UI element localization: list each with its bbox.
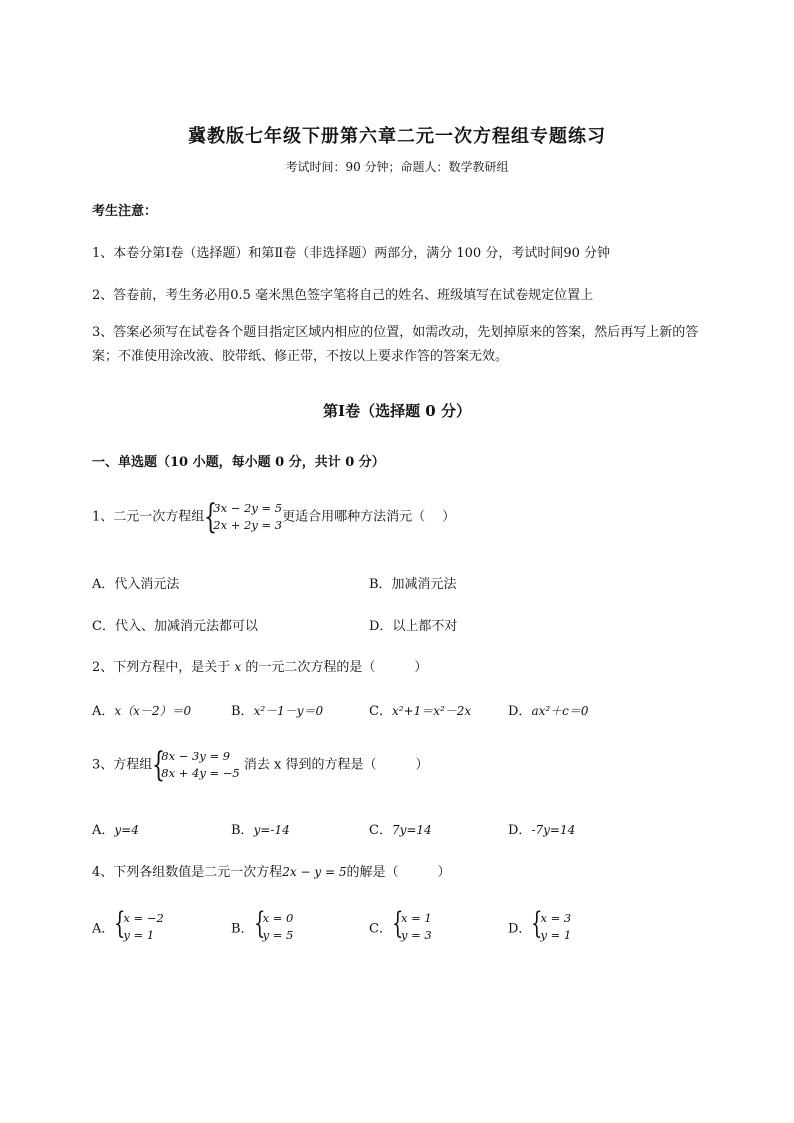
question-4-suffix: 的解是（ ）	[346, 865, 451, 880]
notice-item-2: 2、答卷前，考生务必用0.5 毫米黑色签字笔将自己的姓名、班级填写在试卷规定位置上	[92, 288, 594, 303]
option-letter: A．	[92, 921, 115, 937]
equation-line: x = 1	[400, 911, 432, 925]
equation-system: { x = 0 y = 5	[253, 906, 294, 942]
equation: 2x − y = 5	[282, 865, 347, 879]
question-3	[92, 745, 429, 785]
option-letter: C．	[369, 921, 392, 937]
option-expression: x²－1－y＝0	[253, 704, 324, 718]
option-letter: C．	[369, 704, 392, 719]
notice-item-3: 3、答案必须写在试卷各个题目指定区域内相应的位置，如需改动，先划掉原来的答案，然后再写上新的答案；不准使用涂改液、胶带纸、修正带，不按以上要求作答的答案无效。	[92, 325, 699, 364]
equation-line: 8x − 3y = 9	[161, 749, 231, 763]
option-c[interactable]	[369, 819, 432, 838]
option-b[interactable]: B．加减消元法	[369, 577, 457, 592]
option-d[interactable]	[508, 906, 572, 944]
equation-system: { x = −2 y = 1	[114, 906, 164, 942]
option-a[interactable]	[92, 819, 139, 838]
question-2-suffix: 的一元二次方程的是（ ）	[241, 660, 428, 675]
option-expression: 7y=14	[391, 823, 432, 837]
option-b[interactable]	[231, 819, 290, 838]
option-letter: A．	[92, 704, 115, 719]
option-expression: -7y=14	[531, 823, 576, 837]
question-4	[92, 861, 450, 880]
option-letter: D．	[508, 823, 532, 838]
page-title: 冀教版七年级下册第六章二元一次方程组专题练习	[188, 126, 606, 147]
question-3-suffix: 消去 x 得到的方程是（ ）	[239, 757, 429, 773]
option-letter: A．	[92, 823, 115, 838]
equation-line: 8x + 4y = −5	[161, 766, 240, 780]
option-b[interactable]	[231, 700, 323, 719]
option-c[interactable]	[369, 700, 471, 719]
equation-line: x = −2	[123, 911, 164, 925]
equation-line: y = 5	[262, 928, 294, 942]
question-4-prefix: 4、下列各组数值是二元一次方程	[92, 865, 283, 880]
option-d[interactable]: D．以上都不对	[369, 619, 458, 634]
equation-line: y = 1	[123, 928, 155, 942]
option-expression: ax²＋c＝0	[531, 704, 589, 718]
notice-heading: 考生注意：	[92, 204, 158, 219]
variable: x	[234, 660, 242, 674]
notice-item-1: 1、本卷分第Ⅰ卷（选择题）和第Ⅱ卷（非选择题）两部分，满分 100 分，考试时间90 分钟	[92, 246, 610, 261]
question-1-suffix: 更适合用哪种方法消元（ ）	[282, 509, 456, 525]
equation-system: { x = 1 y = 3	[391, 906, 432, 942]
option-letter: B．	[231, 704, 254, 719]
option-letter: C．	[369, 823, 392, 838]
option-expression: y=-14	[253, 823, 290, 837]
option-d[interactable]	[508, 700, 589, 719]
exam-info: 考试时间：90 分钟；命题人：数学教研组	[285, 160, 509, 174]
question-1	[92, 497, 456, 537]
equation-system: { x = 3 y = 1	[531, 906, 572, 942]
option-expression: y=4	[114, 823, 139, 837]
option-a[interactable]	[92, 906, 164, 944]
option-a[interactable]: A．代入消元法	[92, 577, 180, 592]
question-1-prefix: 1、二元一次方程组	[92, 509, 205, 525]
option-letter: D．	[508, 921, 532, 937]
equation-line: 2x + 2y = 3	[213, 518, 283, 532]
option-expression: x（x－2）＝0	[114, 704, 192, 718]
equation-system: { 8x − 3y = 9 8x + 4y = −5	[152, 745, 240, 785]
equation-line: x = 3	[540, 911, 572, 925]
option-letter: D．	[508, 704, 532, 719]
question-2	[92, 656, 427, 675]
section-title: 第Ⅰ卷（选择题 0 分）	[323, 402, 471, 420]
question-2-prefix: 2、下列方程中，是关于	[92, 660, 235, 675]
option-expression: x²+1＝x²－2x	[391, 704, 472, 718]
option-letter: B．	[231, 921, 254, 937]
equation-line: y = 3	[400, 928, 432, 942]
option-a[interactable]	[92, 700, 191, 719]
option-letter: B．	[231, 823, 254, 838]
option-c[interactable]: C．代入、加减消元法都可以	[92, 619, 258, 634]
option-d[interactable]	[508, 819, 575, 838]
option-c[interactable]	[369, 906, 432, 944]
question-3-prefix: 3、方程组	[92, 757, 153, 773]
section-subtitle: 一、单选题（10 小题，每小题 0 分，共计 0 分）	[92, 455, 385, 470]
equation-line: 3x − 2y = 5	[213, 501, 283, 515]
equation-system: { 3x − 2y = 5 2x + 2y = 3	[204, 497, 283, 537]
equation-line: x = 0	[262, 911, 294, 925]
equation-line: y = 1	[540, 928, 572, 942]
option-b[interactable]	[231, 906, 294, 944]
